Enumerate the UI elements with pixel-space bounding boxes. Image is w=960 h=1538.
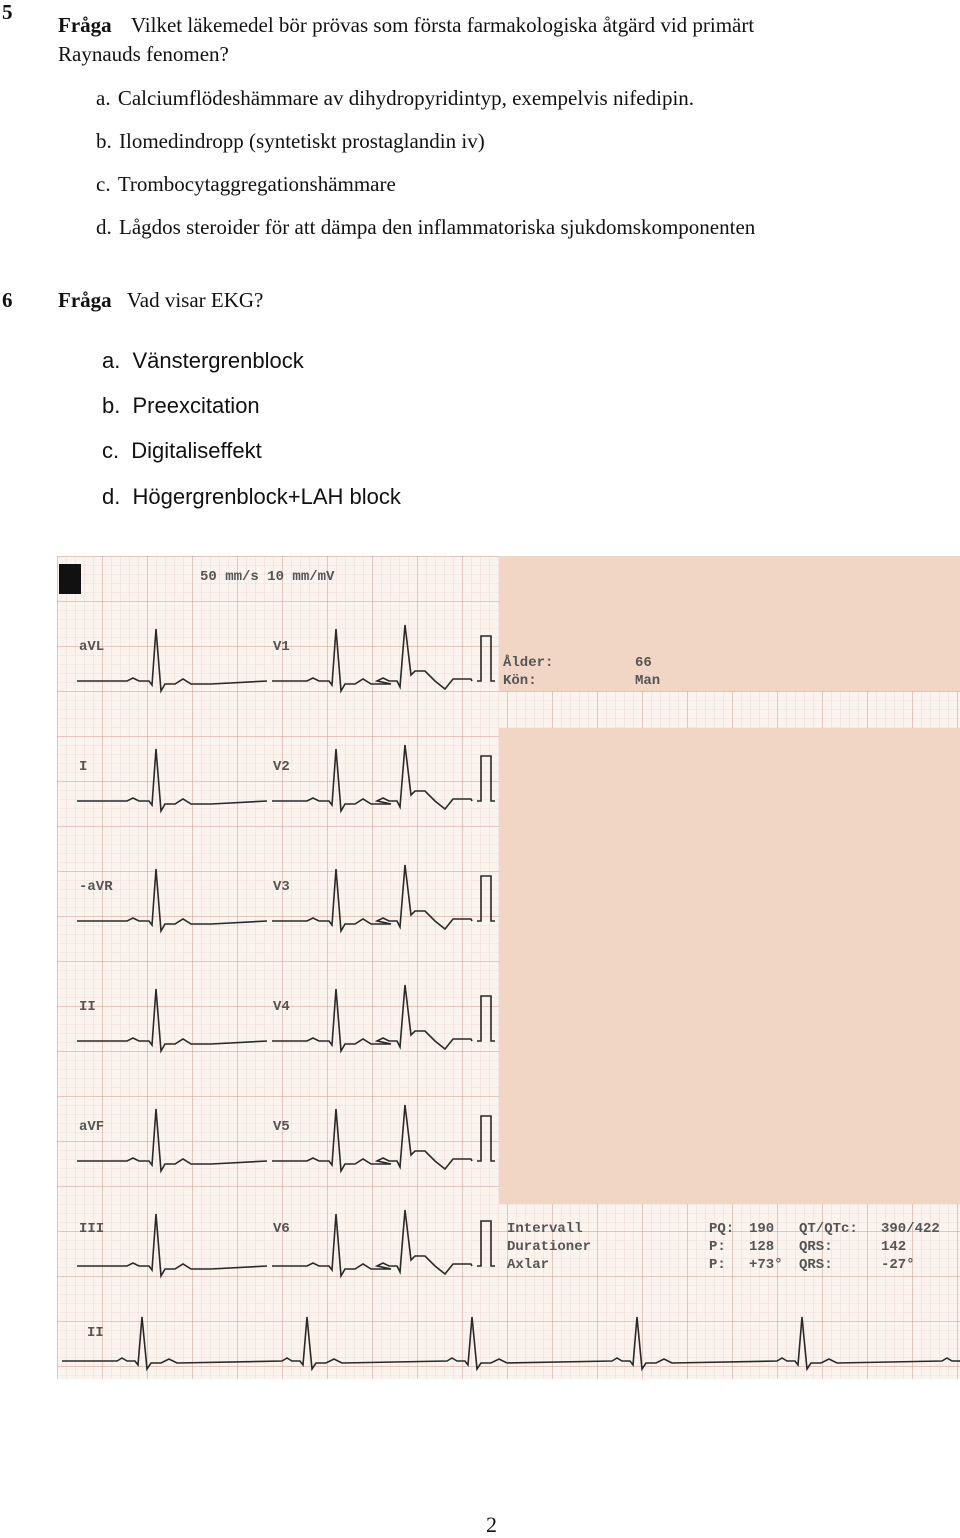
- option-text: Högergrenblock+LAH block: [132, 484, 401, 509]
- page-number: 2: [486, 1512, 497, 1537]
- lead-label-iii: III: [79, 1221, 105, 1237]
- question-5-label: Fråga: [58, 13, 112, 37]
- option-letter: a.: [96, 86, 111, 110]
- option-letter: b.: [96, 129, 112, 153]
- lead-label-v2: V2: [273, 759, 290, 775]
- question-5-text-line2: Raynauds fenomen?: [58, 42, 229, 66]
- ecg-main-panel: [499, 728, 960, 1204]
- q6-option-b[interactable]: [102, 393, 260, 419]
- lead-label-v3: V3: [273, 879, 290, 895]
- row-label-axlar: Axlar: [507, 1257, 550, 1273]
- option-letter: a.: [102, 348, 121, 373]
- p-axis-label: P:: [709, 1257, 726, 1273]
- ecg-speed-header: 50 mm/s 10 mm/mV: [200, 569, 335, 585]
- option-text: Ilomedindropp (syntetiskt prostaglandin iv): [119, 129, 485, 153]
- question-6-prompt: Vad visar EKG?: [126, 288, 264, 312]
- option-text: Preexcitation: [132, 393, 260, 418]
- q6-option-a[interactable]: [102, 348, 304, 374]
- lead-label-v4: V4: [273, 999, 290, 1015]
- lead-label-v6: V6: [273, 1221, 290, 1237]
- option-letter: d.: [96, 215, 112, 239]
- q5-option-d[interactable]: [96, 215, 755, 240]
- q5-option-b[interactable]: [96, 129, 485, 154]
- qrs-axis-label: QRS:: [799, 1257, 833, 1273]
- option-letter: b.: [102, 393, 121, 418]
- question-5-prompt: Vilket läkemedel bör prövas som första farmakologiska åtgärd vid primärt: [130, 13, 755, 37]
- ecg-image: [57, 556, 960, 1379]
- option-letter: c.: [96, 172, 111, 196]
- q5-option-c[interactable]: [96, 172, 396, 197]
- option-text: Digitaliseffekt: [131, 438, 262, 463]
- pq-value: 190: [749, 1221, 775, 1237]
- pq-label: PQ:: [709, 1221, 735, 1237]
- lead-label-v1: V1: [273, 639, 290, 655]
- option-text: Trombocytaggregationshämmare: [117, 172, 396, 196]
- p-duration-value: 128: [749, 1239, 775, 1255]
- question-6-label: Fråga: [58, 288, 112, 312]
- question-6-text: [58, 288, 263, 313]
- age-value: 66: [635, 655, 652, 671]
- sex-value: Man: [635, 673, 661, 689]
- qrs-axis-value: -27°: [881, 1257, 915, 1273]
- q5-option-a[interactable]: [96, 86, 694, 111]
- sex-label: Kön:: [503, 673, 537, 689]
- lead-label-avr: -aVR: [79, 879, 113, 895]
- p-duration-label: P:: [709, 1239, 726, 1255]
- qrs-duration-label: QRS:: [799, 1239, 833, 1255]
- option-text: Calciumflödeshämmare av dihydropyridintyp, exempelvis nifedipin.: [117, 86, 695, 110]
- option-letter: c.: [102, 438, 120, 463]
- ecg-corner-marker: [59, 564, 81, 594]
- lead-label-i: I: [79, 759, 88, 775]
- question-6-number: 6: [2, 288, 13, 312]
- p-axis-value: +73°: [749, 1257, 783, 1273]
- lead-label-avf: aVF: [79, 1119, 105, 1135]
- age-label: Ålder:: [503, 655, 554, 671]
- question-5-number: 5: [2, 0, 13, 24]
- qrs-duration-value: 142: [881, 1239, 907, 1255]
- option-text: Lågdos steroider för att dämpa den inflammatoriska sjukdomskomponenten: [119, 215, 756, 239]
- row-label-intervall: Intervall: [507, 1221, 583, 1237]
- ecg-header-panel: [499, 556, 960, 691]
- lead-label-ii: II: [79, 999, 96, 1015]
- row-label-durationer: Durationer: [507, 1239, 592, 1255]
- q6-option-c[interactable]: [102, 438, 262, 464]
- option-text: Vänstergrenblock: [132, 348, 304, 373]
- lead-label-rhythm-ii: II: [87, 1325, 104, 1341]
- q6-option-d[interactable]: [102, 484, 401, 510]
- qt-label: QT/QTc:: [799, 1221, 858, 1237]
- lead-label-avl: aVL: [79, 639, 105, 655]
- question-5-text-line1: [58, 13, 754, 38]
- lead-label-v5: V5: [273, 1119, 290, 1135]
- qt-value: 390/422: [881, 1221, 940, 1237]
- option-letter: d.: [102, 484, 121, 509]
